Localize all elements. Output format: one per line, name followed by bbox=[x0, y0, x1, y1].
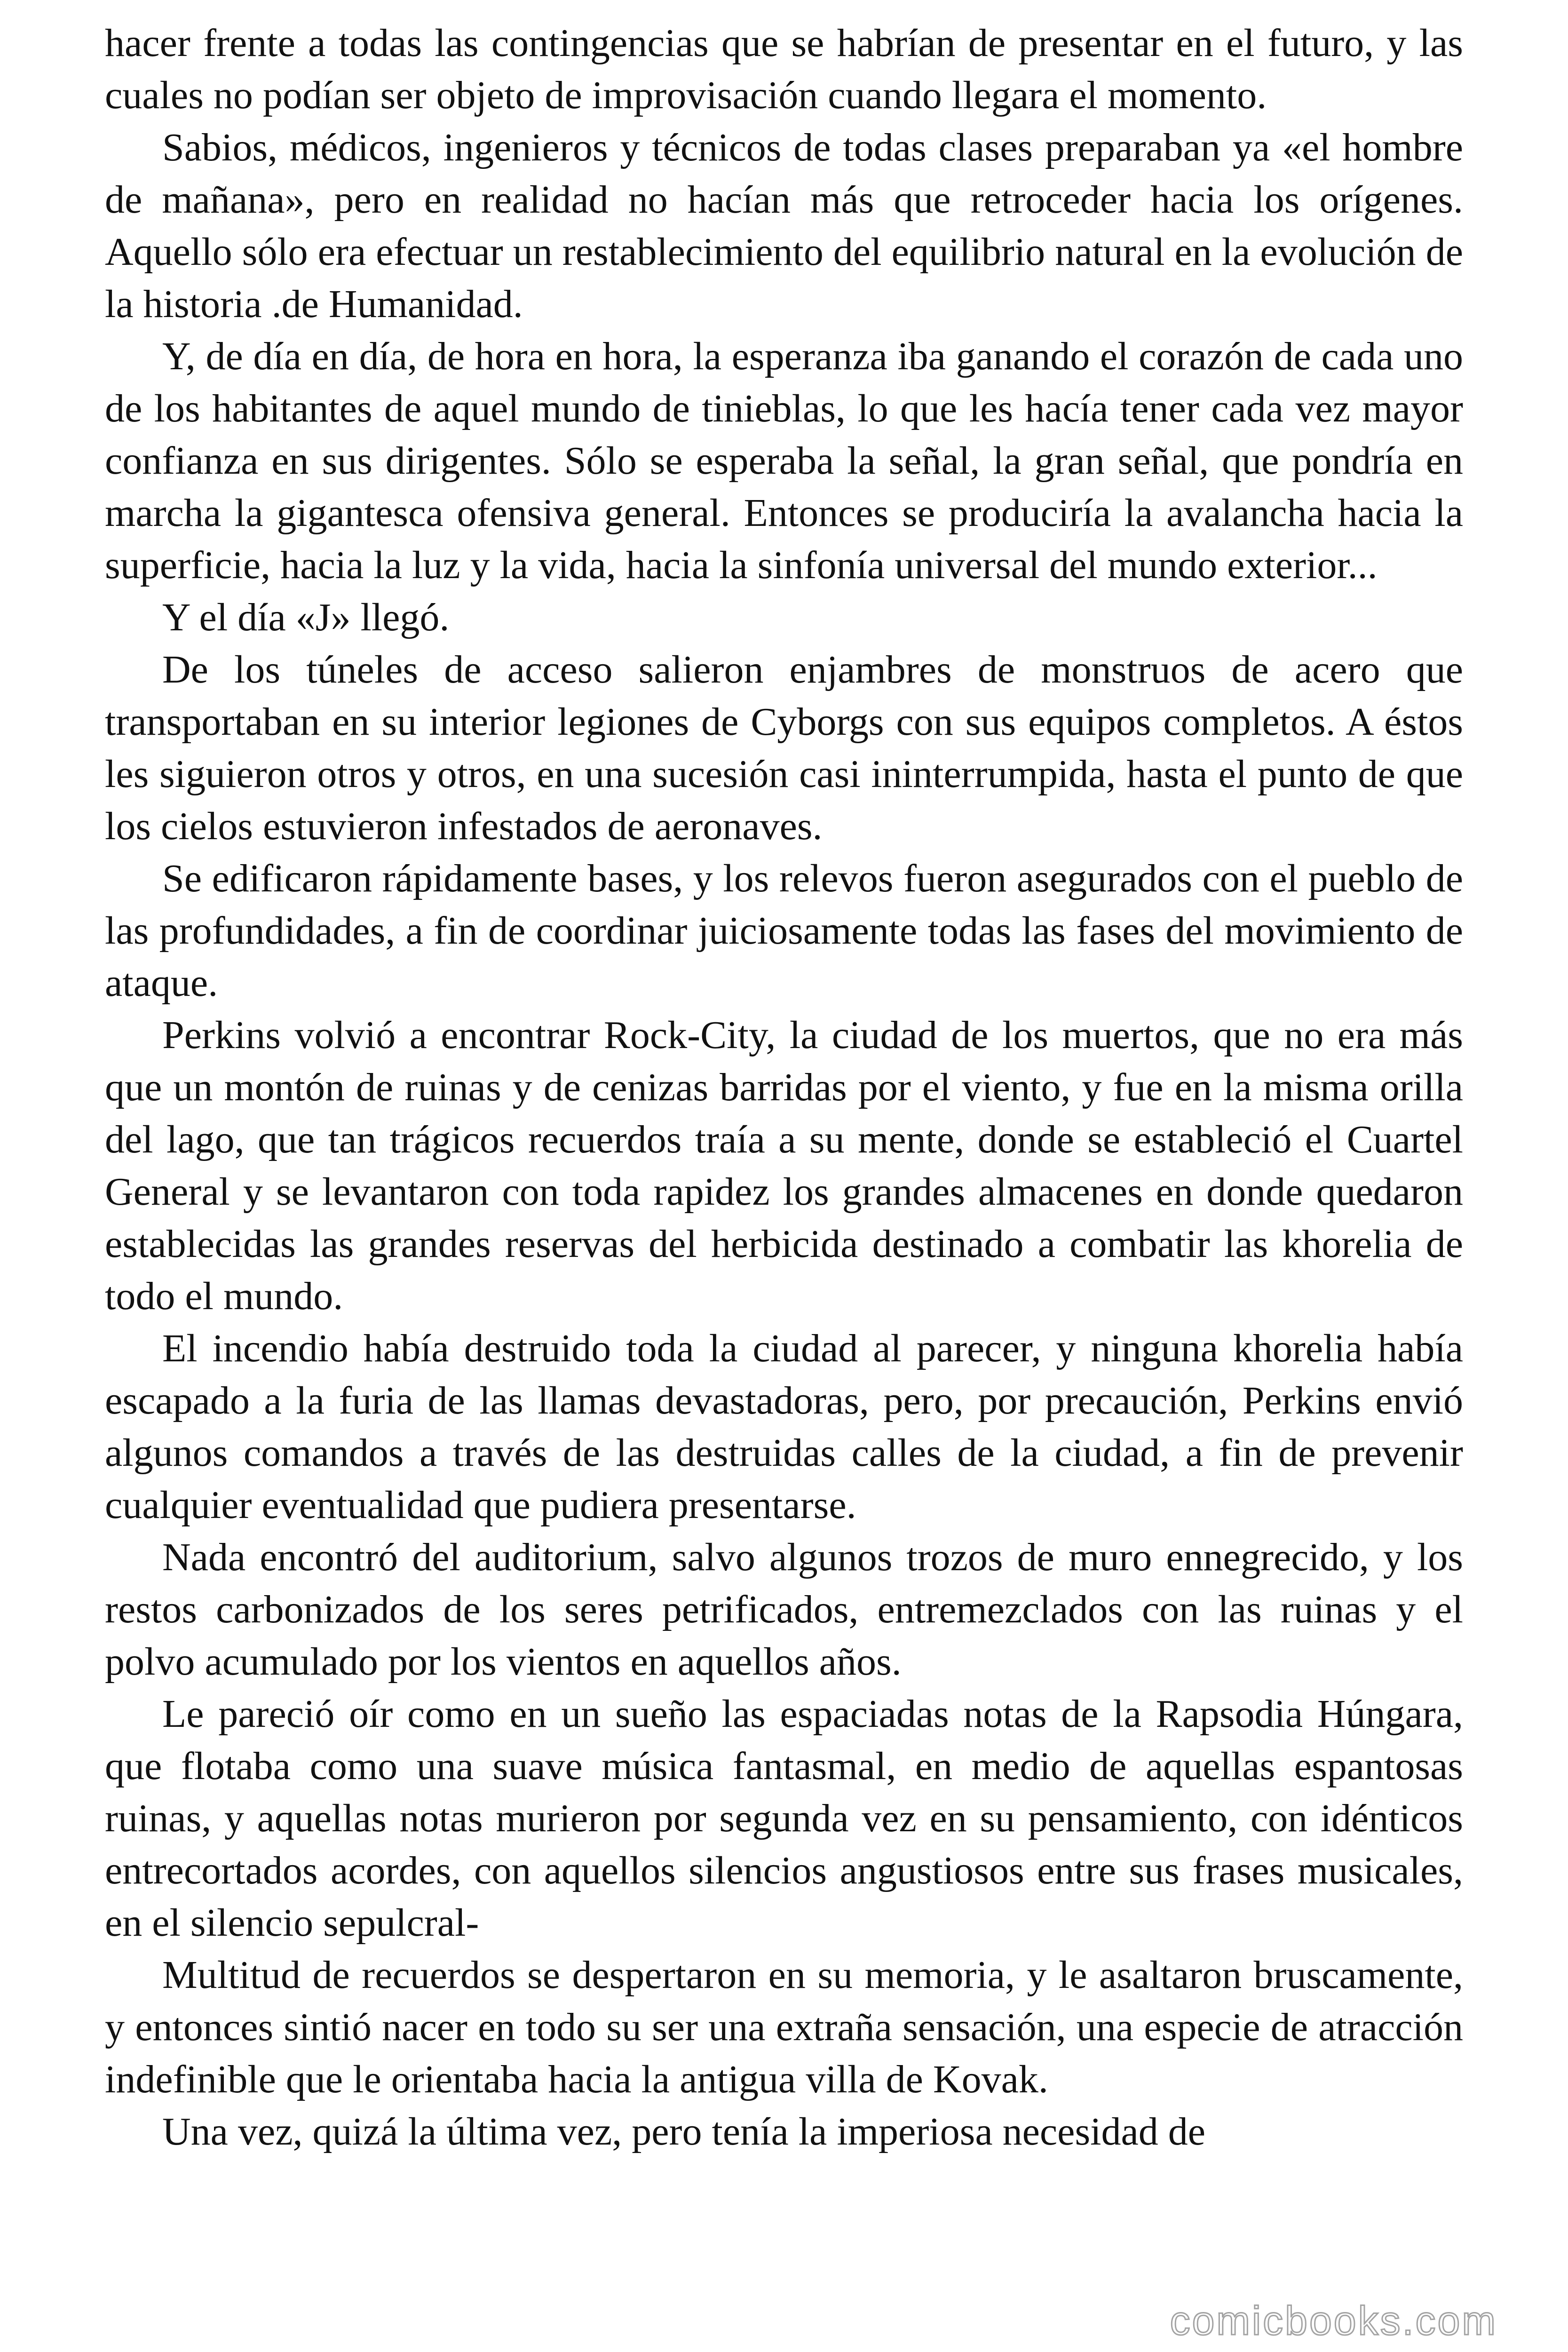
paragraph: De los túneles de acceso salieron enjambres de monstruos de acero que transportaban en su interior legiones de Cyborgs con sus equipos completos. A éstos les siguieron otros y otros, en una sucesión casi ininterrumpida, hasta el punto de que los cielos estuvieron infestados de aeronaves. bbox=[105, 648, 1463, 848]
paragraph: Perkins volvió a encontrar Rock-City, la ciudad de los muertos, que no era más que un montón de ruinas y de cenizas barridas por el viento, y fue en la misma orilla del lago, que tan trágicos recuerdos traía a su mente, donde se estableció el Cuartel General y se levantaron con toda rapidez los grandes almacenes en donde quedaron establecidas las grandes reservas del herbicida destinado a combatir las khorelia de todo el mundo. bbox=[105, 1013, 1463, 1318]
paragraph: El incendio había destruido toda la ciudad al parecer, y ninguna khorelia había escapado a la furia de las llamas devastadoras, pero, por precaución, Perkins envió algunos comandos a través de las destruidas calles de la ciudad, a fin de prevenir cualquier eventualidad que pudiera presentarse. bbox=[105, 1327, 1463, 1527]
paragraph: Una vez, quizá la última vez, pero tenía la imperiosa necesidad de bbox=[162, 2110, 1206, 2153]
paragraph: Se edificaron rápidamente bases, y los relevos fueron asegurados con el pueblo de las profundidades, a fin de coordinar juiciosamente todas las fases del movimiento de ataque. bbox=[105, 857, 1463, 1005]
paragraph: Le pareció oír como en un sueño las espaciadas notas de la Rapsodia Húngara, que flotaba como una suave música fantasmal, en medio de aquellas espantosas ruinas, y aquellas notas murieron por segunda vez en su pensamiento, con idénticos entrecortados acordes, con aquellos silencios angustiosos entre sus frases musicales, en el silencio sepulcral- bbox=[105, 1692, 1463, 1945]
paragraph: Nada encontró del auditorium, salvo algunos trozos de muro ennegrecido, y los restos carbonizados de los seres petrificados, entremezclados con las ruinas y el polvo acumulado por los vientos en aquellos años. bbox=[105, 1535, 1463, 1684]
paragraph: Sabios, médicos, ingenieros y técnicos de todas clases preparaban ya «el hombre de mañana», pero en realidad no hacían más que retroceder hacia los orígenes. Aquello sólo era efectuar un restablecimiento del equilibrio natural en la evolución de la historia .de Humanidad. bbox=[105, 126, 1463, 326]
paragraph: Multitud de recuerdos se despertaron en su memoria, y le asaltaron bruscamente, y entonces sintió nacer en todo su ser una extraña sensación, una especie de atracción indefinible que le orientaba hacia la antigua villa de Kovak. bbox=[105, 1953, 1463, 2101]
paragraph: hacer frente a todas las contingencias que se habrían de presentar en el futuro, y las cuales no podían ser objeto de improvisación cuando llegara el momento. bbox=[105, 21, 1463, 117]
body-text bbox=[105, 17, 1463, 2158]
paragraph: Y el día «J» llegó. bbox=[162, 596, 450, 639]
paragraph: Y, de día en día, de hora en hora, la esperanza iba ganando el corazón de cada uno de los habitantes de aquel mundo de tinieblas, lo que les hacía tener cada vez mayor confianza en sus dirigentes. Sólo se esperaba la señal, la gran señal, que pondría en marcha la gigantesca ofensiva general. Entonces se produciría la avalancha hacia la superficie, hacia la luz y la vida, hacia la sinfonía universal del mundo exterior... bbox=[105, 334, 1463, 587]
watermark: comicbooks.com bbox=[1170, 2298, 1497, 2344]
